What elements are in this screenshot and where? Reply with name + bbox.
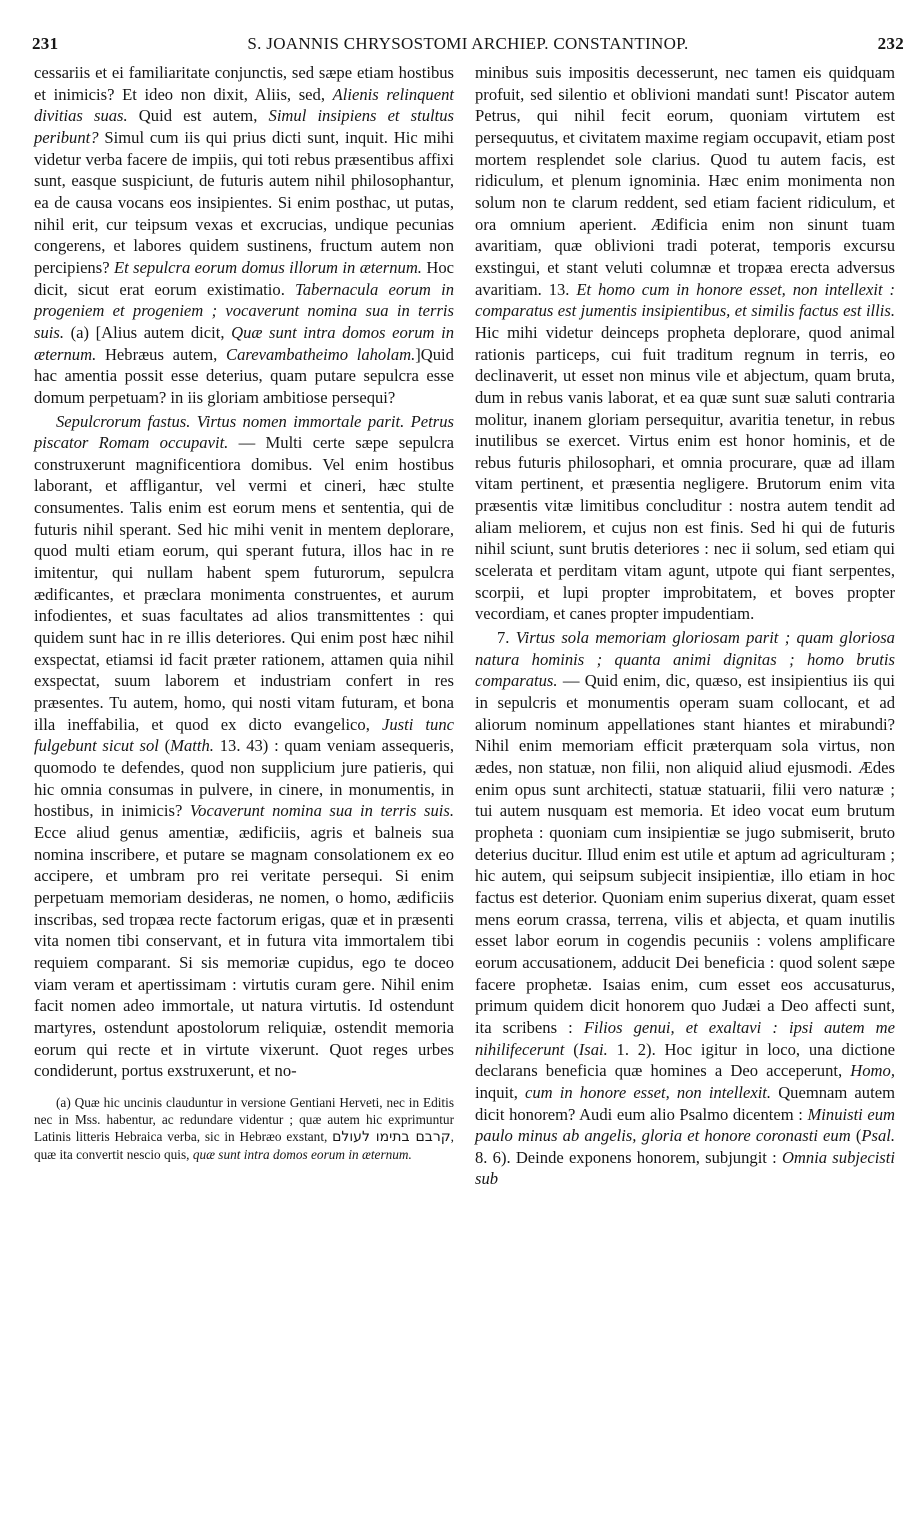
scripture-quote: Justi tunc fulgebunt sicut sol	[34, 714, 454, 756]
text-run: cessariis et ei familiaritate conjunctis, sed sæpe etiam hostibus et inimicis? Et ideo non dixit, Aliis, sed,	[34, 63, 454, 104]
hebrew-text: קרבם בתימו לעולם	[332, 1128, 451, 1145]
section-summary: Sepulcrorum fastus. Virtus nomen immortale parit. Petrus piscator Romam occupavit.	[34, 411, 454, 453]
text-run: inquit,	[475, 1082, 518, 1102]
scripture-quote: Quæ sunt intra domos eorum in æternum.	[34, 322, 454, 364]
text-run: (	[164, 736, 171, 756]
text-run: (a) Quæ hic uncinis clauduntur in versione Gentiani Herveti, nec in Editis nec in Mss. habentur, ac redundare videntur ; quæ autem hic exprimuntur Latinis litteris Hebraica verba, sic in Hebræo exstant,	[34, 1094, 454, 1144]
scripture-quote: Simul insipiens et stultus peribunt?	[34, 106, 455, 147]
text-run: — Quid enim, dic, quæso, est insipientius iis qui in sepulcris et monumentis operam suam collocant, et ad aliorum nominum appellationes stant hiantes et mirabundi? Nihil enim memoriam efficit præterquam sola virtus, non ædes, non statuæ, non filii, non aliquid aliud ejusmodi. Ædes enim opus sunt architecti, statuæ statuarii, filii vero naturæ ; tui autem nusquam est memoria. Et ideo vocat eum brutum propheta : quoniam cum insipientiæ se jugo submiserit, bruto deterius ducitur. Illud enim est utile et aptum ad agriculturam ; hic autem, qui seipsum subjecit insipientiæ, illo etiam in hoc factus est deterior. Quoniam enim superius dixerat, quam esset mens eorum crassa, terrena, vilis et abjecta, et quam inutilis esset labor eorum in cogendis pecuniis : volens amplificare eorum accusationem, adducit Dei beneficia : quod solent sæpe facere prophetæ. Isaias enim, cum esset eos accusaturus, primum quidem dicit honorem quo Judæi a Deo affecti sunt, ita scribens :	[475, 671, 895, 1037]
left-column	[34, 62, 454, 1163]
scripture-quote: Tabernacula eorum in progeniem et progeniem ; vocaverunt nomina sua in terris suis.	[34, 279, 454, 342]
text-run: , quæ ita convertit nescio quis,	[34, 1128, 454, 1162]
section-number: 7.	[497, 628, 510, 648]
text-run: Hebræus autem,	[104, 344, 218, 364]
text-run: Quid est autem,	[138, 106, 258, 126]
scripture-quote: Et sepulcra eorum domus illorum in æternum.	[113, 257, 422, 277]
scripture-reference: Psal.	[861, 1126, 895, 1146]
running-title: S. JOANNIS CHRYSOSTOMI ARCHIEP. CONSTANTINOP.	[247, 34, 689, 53]
scripture-reference: Matth.	[170, 736, 214, 756]
scripture-quote: Alienis relinquent divitias suas.	[34, 84, 454, 126]
text-run: ]Quid hac amentia possit esse deterius, quam putare sepulcra esse domum perpetuam? in iis gloriam ambitiose persequi?	[34, 344, 454, 407]
page-number-right: 232	[877, 34, 904, 53]
paragraph	[34, 411, 454, 1082]
scripture-reference: Isai.	[578, 1039, 608, 1059]
text-run: 8. 6). Deinde exponens honorem, subjungit :	[475, 1147, 777, 1167]
text-run: (a) [Alius autem dicit,	[70, 322, 225, 342]
page-number-left: 231	[32, 34, 59, 53]
scripture-quote: Omnia subjecisti sub	[475, 1147, 895, 1189]
text-run: Hoc dicit, sicut erat eorum existimatio.	[34, 257, 455, 299]
paragraph	[34, 62, 454, 409]
right-column	[475, 62, 895, 1190]
paragraph	[475, 62, 895, 625]
text-run: Quemnam autem dicit honorem? Audi eum alio Psalmo dicentem :	[475, 1082, 895, 1124]
text-run: minibus suis impositis decesserunt, nec tamen eis quidquam profuit, sed silentio et oblivioni mandati sunt! Piscator autem Petrus, qui nihil fecit eorum, quoniam virtutem est persequutus, et civitatem maxime regiam occupavit, etiam post mortem resplendet sole clarius. Quod tu autem facis, est ridiculum, et plenum ignominia. Hæc enim monimenta non solum non te clarum reddent, sed etiam facient ridiculum, et ora omnium aperient. Ædificia enim non sinunt tuam avaritiam, quæ oblivioni tradi poterat, temporis excursu exstingui, et stant veluti columnæ et tropæa erecta adversus avaritiam. 13.	[475, 63, 895, 299]
hebrew-transliteration: Carevambatheimo laholam.	[226, 344, 416, 364]
text-run: (	[573, 1039, 579, 1059]
paragraph	[475, 627, 895, 1190]
footnote	[34, 1094, 454, 1163]
text-run: — Multi certe sæpe sepulcra construxerunt magnificentiora domibus. Vel enim hostibus laborant, et affligantur, vel vermi et cineri, hæc stulte consumentes. Talis enim est eorum mens et sententia, qui de futuris nihil sperant. Sed hic mihi venit in mentem deplorare, quod multi etiam eorum, qui sperant futura, illos hac in re imitentur, qui nullam habent spem futurorum, sepulcra ædificantes, et præclara monimenta construentes, et aurum infodientes, et suas facultates ad alios transmittentes : qui quidem sunt hac in re illis deteriores. Qui enim post hæc nihil exspectat, etiamsi id facit præter rationem, attamen quia nihil exspectat, suum laborem et industriam confert in res præsentes. Tu autem, homo, qui nosti vitam futuram, et bona illa ineffabilia, et quod ex dicto evangelico,	[34, 433, 454, 734]
scripture-quote: Vocaverunt nomina sua in terris suis.	[189, 801, 454, 821]
text-run: Simul cum iis qui prius dicti sunt, inquit. Hic mihi videtur verba facere de impiis, qui toti rebus præsentibus affixi sunt, easque suspiciunt, de futuris autem nihil philosophantur, ea de causa vocans eos insipientes. Si enim posthac, ut putas, nihil erit, cur teipsum vexas et excrucias, undique pecunias congerens, et labores quidem sustinens, fructum autem non percipiens?	[34, 127, 455, 277]
scripture-quote: Homo,	[850, 1061, 895, 1081]
footnote-text	[34, 1094, 454, 1163]
text-run: Hic mihi videtur deinceps propheta deplorare, quod animal rationis particeps, cui fuit traditum regnum in terris, eo declinaverit, ut esset non minus vile et abjectum, quam bruta, dum in rebus vanis laborat, et ea quæ sunt suæ saluti contraria molitur, inanem gloriam persequitur, avaritia tenetur, in rebus inutilibus se exercet. Virtus enim est honor hominis, et de rebus futuris philosophari, et omnia procurare, quæ ad illam vitam pertinent, et præsentia negligere. Brutorum enim vita præsentis vitæ limitibus concluditur : nostra autem tendit ad aliam meliorem, et cujus non est finis. Sed hi qui de futuris nihil sciunt, sunt brutis deteriores : nec ii solum, sed etiam qui scelerata et perditam vitam agunt, utpote qui fiant serpentes, scorpii, et lupi propter improbitatem, et boves propter vecordiam, et canes propter impudentiam.	[475, 322, 895, 624]
scripture-quote: Minuisti eum paulo minus ab angelis, gloria et honore coronasti eum	[475, 1104, 896, 1146]
scripture-quote: Filios genui, et exaltavi : ipsi autem me nihilifecerunt	[475, 1017, 895, 1059]
section-summary: Virtus sola memoriam gloriosam parit ; quam gloriosa natura hominis ; quanta animi dignitas ; homo brutis comparatus.	[475, 628, 895, 691]
text-run: (	[855, 1126, 862, 1146]
page-header	[32, 34, 904, 58]
scripture-quote: cum in honore esset, non intellexit.	[525, 1082, 772, 1102]
text-run: Ecce aliud genus amentiæ, ædificiis, agris et balneis sua nomina inscribere, et putare se magnam consolationem ex eo accipere, et umbram pro rei veritate persequi. Si enim perpetuam memoriam desideras, ne nomen, o homo, ædificiis inscribas, sed tropæa recte factorum erigas, quæ et in præsenti vita nomen tibi conservant, et in futura vita immortalem tibi requiem comparant. Si sis memoriæ cupidus, ego te doceo viam veram et apertissimam : virtutis curam gere. Nihil enim facit nomen adeo immortale, ut natura virtutis. Id ostendunt martyres, ostendunt apostolorum reliquiæ, ostendit memoria eorum qui recte et in virtute vixerunt. Quot reges urbes condiderunt, portus exstruxerunt, et no-	[34, 822, 454, 1081]
text-run: 1. 2). Hoc igitur in loco, una dictione declarans beneficia quæ homines a Deo acceperunt,	[475, 1039, 895, 1081]
scripture-quote: quæ sunt intra domos eorum in æternum.	[192, 1146, 412, 1162]
scripture-quote: Et homo cum in honore esset, non intellexit : comparatus est jumentis insipientibus, et similis factus est illis.	[475, 279, 895, 321]
text-run: 13. 43) : quam veniam assequeris, quomodo te defendes, quod non supplicium jure patieris, qui hic omnia consumas in pulvere, in cinere, in monumentis, in hostibus, in inimicis?	[34, 736, 454, 821]
